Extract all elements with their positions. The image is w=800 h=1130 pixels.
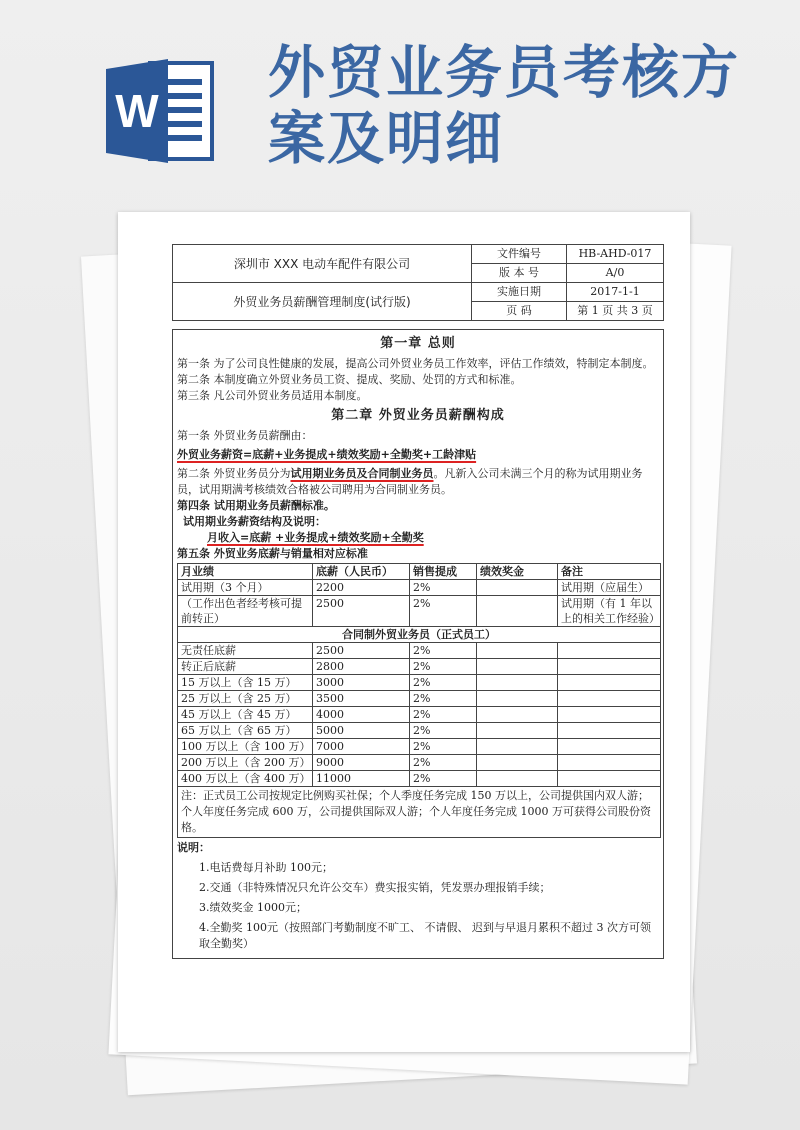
header-value-3: 2017-1-1 — [567, 283, 664, 302]
document-page — [118, 212, 690, 1052]
cell-perf: 无责任底薪 — [178, 643, 313, 659]
table-row — [178, 739, 661, 755]
cell-comm: 2% — [410, 723, 477, 739]
header-value-2: A/0 — [567, 264, 664, 283]
cell-perf: 25 万以上（含 25 万） — [178, 691, 313, 707]
salary-formula — [177, 447, 659, 463]
word-document-icon — [106, 55, 216, 167]
trial-formula-text: 月收入=底薪 +业务提成+绩效奖励+全勤奖 — [207, 531, 424, 544]
cell-remark — [558, 755, 661, 771]
cell-perf: （工作出色者经考核可提前转正） — [178, 596, 313, 627]
header-label-3: 实施日期 — [472, 283, 567, 302]
cell-base: 7000 — [313, 739, 410, 755]
cell-perf: 100 万以上（含 100 万） — [178, 739, 313, 755]
cell-perf: 试用期（3 个月） — [178, 580, 313, 596]
cell-remark — [558, 643, 661, 659]
cell-bonus — [477, 580, 558, 596]
header-label-2: 版 本 号 — [472, 264, 567, 283]
salary-formula-text: 外贸业务薪资=底薪+业务提成+绩效奖励+全勤奖+工龄津贴 — [177, 448, 477, 461]
trial-formula — [177, 530, 659, 546]
ch2-article-2-b: 试用期业务员及合同制业务员 — [290, 467, 434, 480]
cell-perf: 65 万以上（含 65 万） — [178, 723, 313, 739]
document-content — [172, 244, 664, 959]
cell-bonus — [477, 739, 558, 755]
table-row — [178, 675, 661, 691]
header-value-4: 第 1 页 共 3 页 — [567, 302, 664, 321]
cell-remark — [558, 771, 661, 787]
table-row — [178, 643, 661, 659]
cell-base: 2500 — [313, 596, 410, 627]
cell-perf: 15 万以上（含 15 万） — [178, 675, 313, 691]
cell-bonus — [477, 691, 558, 707]
cell-base: 9000 — [313, 755, 410, 771]
header-value-1: HB-AHD-017 — [567, 245, 664, 264]
cell-remark: 试用期（应届生） — [558, 580, 661, 596]
salary-table-header — [178, 564, 661, 580]
ch2-article-4: 第四条 试用期业务员薪酬标准。 — [177, 499, 335, 512]
contract-rows — [178, 643, 661, 787]
table-row — [178, 707, 661, 723]
cell-bonus — [477, 771, 558, 787]
cell-bonus — [477, 596, 558, 627]
cell-perf: 转正后底薪 — [178, 659, 313, 675]
cell-base: 5000 — [313, 723, 410, 739]
cell-remark — [558, 723, 661, 739]
page-title: 外贸业务员考核方案及明细 — [268, 40, 740, 172]
col-remark: 备注 — [558, 564, 661, 580]
cell-remark — [558, 691, 661, 707]
cell-base: 11000 — [313, 771, 410, 787]
cell-bonus — [477, 723, 558, 739]
table-row — [178, 771, 661, 787]
col-commission: 销售提成 — [410, 564, 477, 580]
chapter-2-title: 第二章 外贸业务员薪酬构成 — [331, 408, 505, 423]
salary-table — [177, 563, 661, 787]
cell-perf: 45 万以上（含 45 万） — [178, 707, 313, 723]
explain-item-3: 3.绩效奖金 1000元； — [199, 901, 307, 914]
cell-comm: 2% — [410, 675, 477, 691]
cell-base: 3000 — [313, 675, 410, 691]
cell-comm: 2% — [410, 580, 477, 596]
explain-item-1: 1.电话费每月补助 100元； — [199, 861, 333, 874]
header-label-4: 页 码 — [472, 302, 567, 321]
cell-base: 2500 — [313, 643, 410, 659]
cell-base: 3500 — [313, 691, 410, 707]
svg-text:W: W — [115, 85, 159, 137]
col-perf: 月业绩 — [178, 564, 313, 580]
table-row — [178, 691, 661, 707]
cell-remark — [558, 739, 661, 755]
col-bonus: 绩效奖金 — [477, 564, 558, 580]
table-row — [178, 596, 661, 627]
document-body — [172, 329, 664, 959]
table-note: 注：正式员工公司按规定比例购买社保；个人季度任务完成 150 万以上，公司提供国内双人游；个人年度任务完成 600 万，公司提供国际双人游；个人年度任务完成 1000 万可获得公司股份资格。 — [177, 787, 661, 838]
explain-item-4: 4.全勤奖 100元（按照部门考勤制度不旷工、 不请假、 迟到与早退月累积不超过 3 次方可领取全勤奖） — [199, 921, 651, 950]
ch1-article-3: 第三条 凡公司外贸业务员适用本制度。 — [177, 389, 368, 402]
cell-perf: 200 万以上（含 200 万） — [178, 755, 313, 771]
cell-comm: 2% — [410, 643, 477, 659]
cell-base: 4000 — [313, 707, 410, 723]
explain-item-2: 2.交通（非特殊情况只允许公交车）费实报实销，凭发票办理报销手续； — [199, 881, 551, 894]
ch2-article-5: 第五条 外贸业务底薪与销量相对应标准 — [177, 547, 368, 560]
ch1-article-1: 第一条 为了公司良性健康的发展，提高公司外贸业务员工作效率，评估工作绩效，特制定本制度。 — [177, 357, 654, 370]
cell-remark — [558, 659, 661, 675]
cell-comm: 2% — [410, 659, 477, 675]
col-base: 底薪（人民币） — [313, 564, 410, 580]
ch2-article-1: 第一条 外贸业务员薪酬由： — [177, 429, 313, 442]
ch1-article-2: 第二条 本制度确立外贸业务员工资、提成、奖励、处罚的方式和标准。 — [177, 373, 522, 386]
ch2-article-2-c: 。凡新入公司未满三个月的称为试用期业务员，试用期满考核绩效合格被公司聘用为合同制业务员。 — [177, 467, 643, 496]
header-table — [172, 244, 664, 321]
cell-comm: 2% — [410, 596, 477, 627]
cell-bonus — [477, 707, 558, 723]
cell-base: 2800 — [313, 659, 410, 675]
explain-title: 说明： — [177, 841, 210, 854]
contract-title: 合同制外贸业务员（正式员工） — [178, 627, 661, 643]
ch2-article-2-a: 第二条 外贸业务员分为 — [177, 467, 291, 480]
table-row — [178, 580, 661, 596]
document-name: 外贸业务员薪酬管理制度(试行版) — [173, 283, 472, 321]
cell-bonus — [477, 659, 558, 675]
cell-bonus — [477, 643, 558, 659]
company-name: 深圳市 XXX 电动车配件有限公司 — [173, 245, 472, 283]
cell-base: 2200 — [313, 580, 410, 596]
table-row — [178, 755, 661, 771]
cell-remark — [558, 707, 661, 723]
cell-comm: 2% — [410, 691, 477, 707]
cell-comm: 2% — [410, 771, 477, 787]
ch2-article-2 — [177, 466, 659, 498]
cell-bonus — [477, 755, 558, 771]
cell-remark: 试用期（有 1 年以上的相关工作经验） — [558, 596, 661, 627]
cell-comm: 2% — [410, 707, 477, 723]
trial-title: 试用期业务薪资结构及说明： — [183, 515, 326, 528]
cell-remark — [558, 675, 661, 691]
chapter-1-title: 第一章 总则 — [380, 336, 456, 351]
table-row — [178, 659, 661, 675]
cell-comm: 2% — [410, 739, 477, 755]
contract-title-row — [178, 627, 661, 643]
header-label-1: 文件编号 — [472, 245, 567, 264]
cell-comm: 2% — [410, 755, 477, 771]
cell-perf: 400 万以上（含 400 万） — [178, 771, 313, 787]
cell-bonus — [477, 675, 558, 691]
table-row — [178, 723, 661, 739]
